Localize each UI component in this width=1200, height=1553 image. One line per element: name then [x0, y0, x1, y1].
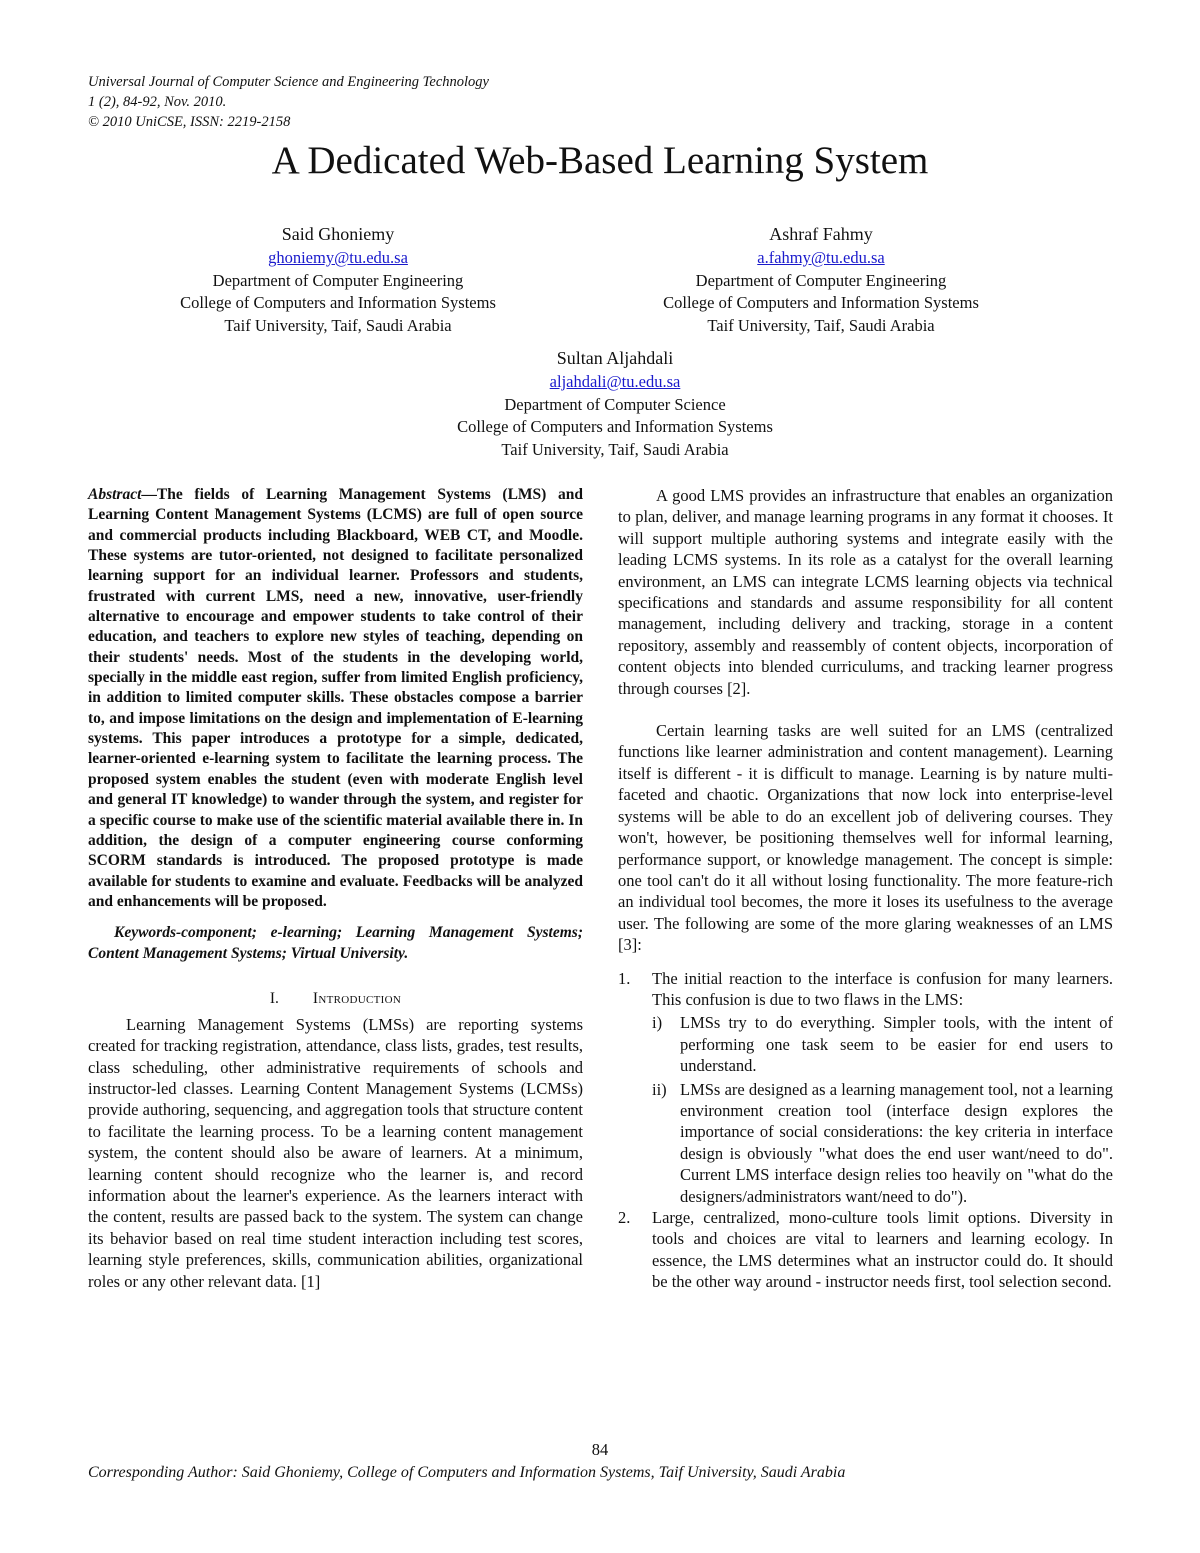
author-name: Said Ghoniemy	[281, 224, 395, 244]
author-department: Department of Computer Engineering	[212, 270, 464, 290]
author-email-link[interactable]: a.fahmy@tu.edu.sa	[757, 248, 885, 267]
intro-paragraph: Learning Management Systems (LMSs) are reporting systems created for tracking registration, attendance, class lists, grades, test results, class scheduling, other administrative requirements of schools and instructor-led classes. Learning Content Management Systems (LCMSs) provide authoring, sequencing, and aggregation tools that structure content to facilitate the learning process. To be a learning content management system, the content should also be aware of learners. At a minimum, learning content should recognize who the learner is, and record information about the learner's experience. As the learners interact with the content, results are passed back to the system. The system can change its behavior based on real time student interaction including test scores, learning style preferences, skills, communication abilities, organizational roles or any other relevant data. [1]	[88, 1014, 583, 1291]
list-marker: 2.	[618, 1208, 631, 1227]
author-block-3	[370, 346, 860, 461]
author-email-link[interactable]: ghoniemy@tu.edu.sa	[268, 248, 408, 267]
journal-name: Universal Journal of Computer Science and Engineering Technology	[88, 74, 489, 90]
sub-list	[652, 1012, 1113, 1207]
author-college: College of Computers and Information Systems	[663, 293, 979, 312]
sub-list-item	[652, 1012, 1113, 1076]
sub-list-item-text: LMSs try to do everything. Simpler tools, with the intent of performing one task seem to be easier for end users to understand.	[680, 1013, 1113, 1076]
right-column	[618, 485, 1113, 1293]
keywords: Keywords-component; e-learning; Learning Management Systems; Content Management Systems; Virtual University.	[88, 924, 583, 962]
paper-title: A Dedicated Web-Based Learning System	[271, 139, 929, 182]
list-item	[618, 968, 1113, 1207]
author-department: Department of Computer Engineering	[695, 270, 947, 290]
sub-list-item	[652, 1079, 1113, 1207]
list-item	[618, 1207, 1113, 1293]
abstract	[88, 485, 583, 912]
author-block-2	[596, 222, 1046, 337]
author-block-1	[108, 222, 568, 337]
sub-list-item-text: LMSs are designed as a learning management tool, not a learning environment creation tool (interface design explores the importance of social considerations: the key criteria in interface design is obviously "what does the end user want/need to do". Current LMS interface design relies too heavily on "what do the designers/administrators want/need to do").	[680, 1079, 1113, 1206]
corresponding-author-footer: Corresponding Author: Said Ghoniemy, College of Computers and Information Systems, Taif University, Saudi Arabia	[88, 1464, 846, 1481]
author-email-link[interactable]: aljahdali@tu.edu.sa	[549, 372, 681, 391]
page-number: 84	[591, 1440, 609, 1459]
left-column	[88, 485, 583, 1292]
sub-list-marker: ii)	[652, 1079, 667, 1099]
author-name: Sultan Aljahdali	[556, 348, 674, 368]
weakness-list	[618, 968, 1113, 1293]
list-item-text: The initial reaction to the interface is confusion for many learners. This confusion is due to two flaws in the LMS:	[652, 968, 1113, 1009]
author-university: Taif University, Taif, Saudi Arabia	[707, 315, 935, 335]
journal-issue: 1 (2), 84-92, Nov. 2010.	[88, 94, 227, 110]
body-paragraph-2: Certain learning tasks are well suited for an LMS (centralized functions like learner administration and content management). Learning itself is different - it is difficult to manage. Learning is by nature multi-faceted and chaotic. Organizations that now lock into enterprise-level systems will be able to do an excellent job of delivering courses. They won't, however, be positioning themselves well for informal learning, performance support, or knowledge management. The concept is simple: one tool can't do it all without losing functionality. The more feature-rich an individual tool becomes, the more it loses its usefulness to the average user. The following are some of the more glaring weaknesses of an LMS [3]:	[618, 721, 1113, 955]
sub-list-marker: i)	[652, 1013, 663, 1033]
body-paragraph-1: A good LMS provides an infrastructure that enables an organization to plan, deliver, and manage learning programs in any format it chooses. It will support multiple authoring systems and integrate easily with the leading LCMS systems. In its role as a catalyst for the overall learning environment, an LMS can integrate LCMS learning objects via technical specifications and standards and assume responsibility for all content management, including delivery and tracking, storage in a content repository, assembly and reassembly of content objects, incorporation of content objects into blended curriculums, and tracking learner progress through courses [2].	[618, 486, 1113, 698]
list-marker: 1.	[618, 968, 631, 988]
author-college: College of Computers and Information Systems	[180, 293, 496, 312]
author-department: Department of Computer Science	[504, 394, 726, 414]
section-number: I.	[269, 989, 279, 1007]
author-name: Ashraf Fahmy	[769, 224, 873, 244]
author-university: Taif University, Taif, Saudi Arabia	[224, 315, 452, 335]
list-item-text: Large, centralized, mono-culture tools limit options. Diversity in tools and choices are vital to learners and learning ecology. In essence, the LMS determines what an instructor could do. It should be the other way around - instructor needs first, tool selection second.	[652, 1208, 1113, 1292]
abstract-text: —The fields of Learning Management Systems (LMS) and Learning Content Management Systems (LCMS) are full of open source and commercial products including Blackboard, WEB CT, and Moodle. These systems are tutor-oriented, not designed to facilitate personalized learning support for an individual learner. Professors and students, frustrated with current LMS, need a new, innovative, user-friendly alternative to encourage and empower students to take control of their education, and teachers to explore new styles of teaching, depending on their students' needs. Most of the students in the developing world, specially in the middle east region, suffer from limited English proficiency, in addition to limited computer skills. These obstacles compose a barrier to, and impose limitations on the design and implementation of E-learning systems. This paper introduces a prototype for a simple, dedicated, learner-oriented e-learning system to facilitate the learning process. The proposed system enables the student (even with moderate English level and general IT knowledge) to wander through the system, and register for a specific course to make use of the scientific material available there in. In addition, the design of a computer engineering course conforming SCORM standards is introduced. The proposed prototype is made available for students to examine and evaluate. Feedbacks will be analyzed and enhancements will be proposed.	[88, 486, 583, 910]
journal-copyright: © 2010 UniCSE, ISSN: 2219-2158	[88, 114, 291, 130]
journal-header	[88, 72, 788, 132]
author-university: Taif University, Taif, Saudi Arabia	[501, 439, 729, 459]
section-title: Introduction	[312, 989, 402, 1007]
section-heading-introduction	[88, 990, 583, 1008]
abstract-label: Abstract	[88, 486, 142, 503]
author-college: College of Computers and Information Systems	[457, 417, 773, 436]
